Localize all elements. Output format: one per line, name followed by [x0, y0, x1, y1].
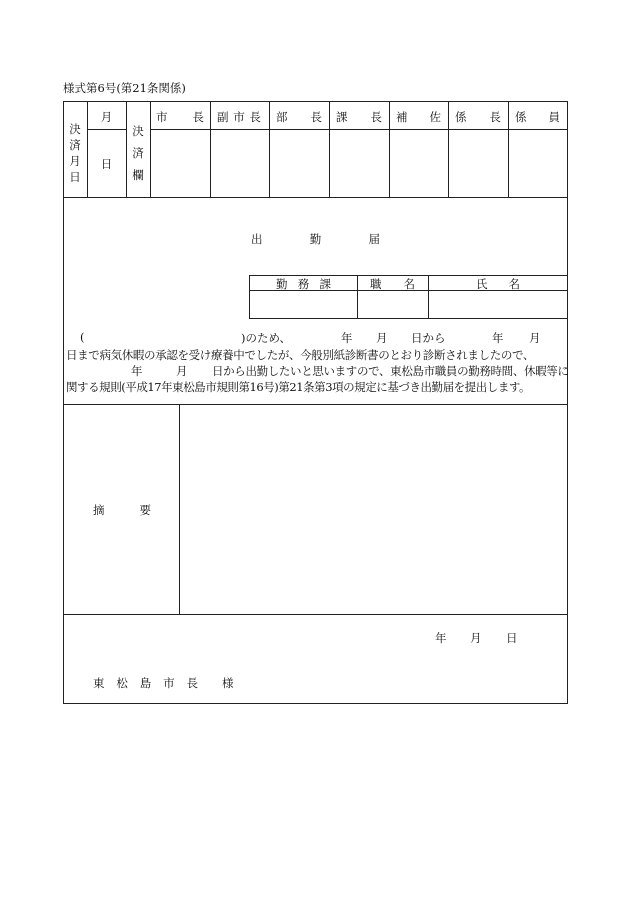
footer-month-label: 月 — [470, 631, 482, 645]
from-month-label: 月 — [376, 331, 388, 345]
role-deputy-mayor: 副 市 長 — [217, 110, 261, 124]
to-year-label: 年 — [492, 331, 504, 345]
statement-line-3: 日から出勤したいと思いますので、東松島市職員の勤務時間、休暇等に — [212, 364, 569, 378]
statement-line-2: 日まで病気休暇の承認を受け療養中でしたが、今般別紙診断書のとおり診断されましたので、 — [66, 348, 535, 362]
return-year-label: 年 — [131, 364, 143, 378]
form-number-label: 様式第6号(第21条関係) — [63, 81, 186, 95]
day-label: 日 — [100, 157, 113, 171]
role-assistant: 補 佐 — [396, 110, 441, 124]
department-field[interactable] — [250, 291, 356, 317]
name-field[interactable] — [429, 291, 566, 317]
header-name: 氏 名 — [476, 277, 520, 291]
honorific: 様 — [222, 676, 234, 690]
header-department: 勤 務 課 — [276, 277, 331, 291]
from-day-label: 日から — [411, 331, 446, 345]
statement-line-4: 関する規則(平成17年東松島市規則第16号)第21条第3項の規定に基づき出勤届を提出します。 — [66, 380, 531, 394]
role-mayor: 市 長 — [156, 110, 204, 124]
role-section-chief: 課 長 — [336, 110, 382, 124]
header-position: 職 名 — [370, 277, 415, 291]
reason-suffix: )のため、 — [241, 331, 292, 345]
role-subsection-chief: 係 長 — [455, 110, 501, 124]
decision-date-label: 決済月日 — [69, 122, 81, 184]
role-staff: 係 員 — [515, 110, 560, 124]
month-label: 月 — [100, 110, 113, 124]
return-month-label: 月 — [176, 364, 188, 378]
addressee: 東 松 島 市 長 — [93, 676, 198, 690]
remarks-label: 摘 要 — [93, 503, 151, 517]
from-year-label: 年 — [341, 331, 353, 345]
open-paren: ( — [80, 330, 85, 344]
document-title: 出 勤 届 — [251, 232, 380, 246]
footer-year-label: 年 — [435, 631, 447, 645]
to-month-label: 月 — [529, 331, 541, 345]
position-field[interactable] — [358, 291, 427, 317]
remarks-field[interactable] — [181, 406, 566, 612]
role-director: 部 長 — [276, 110, 322, 124]
decision-column-label: 決済欄 — [132, 124, 144, 182]
footer-day-label: 日 — [506, 631, 518, 645]
